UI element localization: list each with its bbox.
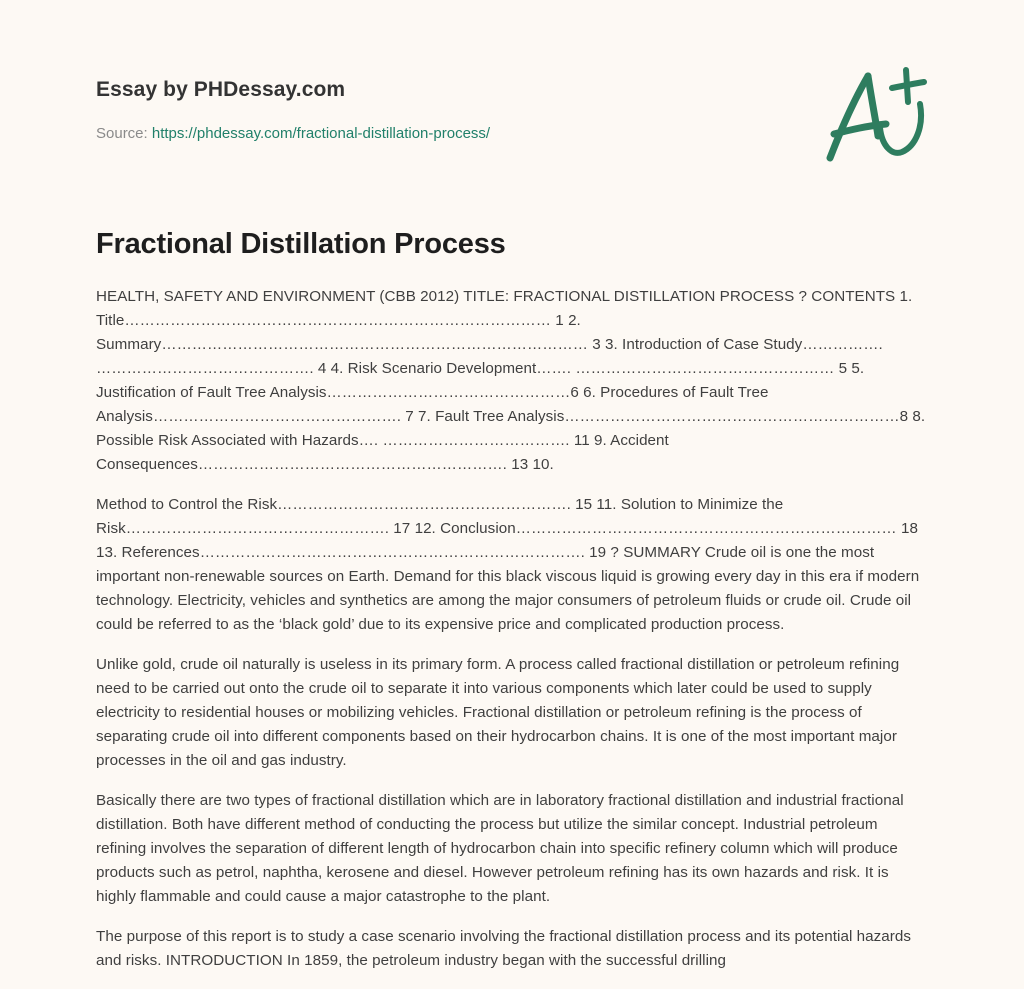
paragraph-refining: Unlike gold, crude oil naturally is useless in its primary form. A process called fractional distillation or petroleum refining need to be carried out onto the crude oil to separate it into various components which later could be used to supply electricity to residential houses or mobilizing vehicles. Fractional distillation or petroleum refining is the process of separating crude oil into different components based on their hydrocarbon chains. It is one of the most important major processes in the oil and gas industry. <box>96 656 900 769</box>
paragraph-types: Basically there are two types of fractional distillation which are in laboratory fractional distillation and industrial fractional distillation. Both have different method of conducting the process but utilize the similar concept. Industrial petroleum refining involves the separation of different length of hydrocarbon chain into specific refinery column which will produce products such as petrol, naphtha, kerosene and diesel. However petroleum refining has its own hazards and risk. It is highly flammable and could cause a major catastrophe to the plant. <box>96 792 904 905</box>
paragraph-contents: HEALTH, SAFETY AND ENVIRONMENT (CBB 2012) TITLE: FRACTIONAL DISTILLATION PROCESS ? CONTENTS 1. Title………………………………………………………………………… 1 2. Summary………………………………………………………………………… 3 3. Introduction of Case Study……………. ……………………………………. 4 4. Risk Scenario Development……. …………………………………………… 5 5. Justification of Fault Tree Analysis…………………………………………6 6. Procedures of Fault Tree Analysis…………………………………………. 7 7. Fault Tree Analysis…………………………………………………………8 8. Possible Risk Associated with Hazards…. ………………………………. 11 9. Accident Consequences……………………………………………………. 13 10. <box>96 288 926 473</box>
source-label: Source: <box>96 125 152 142</box>
a-plus-grade-icon <box>820 62 932 166</box>
essay-body <box>96 285 928 989</box>
site-brand: Essay by PHDessay.com <box>96 78 346 101</box>
source-line <box>96 124 796 144</box>
document-title: Fractional Distillation Process <box>96 228 506 260</box>
essay-header <box>96 76 796 144</box>
source-link[interactable]: https://phdessay.com/fractional-distillation-process/ <box>151 125 491 142</box>
paragraph-summary: Method to Control the Risk…………………………………………………. 15 11. Solution to Minimize the Risk……………………………………………. 17 12. Conclusion………………………………………………………………… 18 13. References…………………………………………………………………. 19 ? SUMMARY Crude oil is one the most important non-renewable sources on Earth. Demand for this black viscous liquid is growing every day in this era if modern technology. Electricity, vehicles and synthetics are among the major consumers of petroleum fluids or crude oil. Crude oil could be referred to as the ‘black gold’ due to its expensive price and complicated production process. <box>96 496 920 633</box>
paragraph-purpose: The purpose of this report is to study a case scenario involving the fractional distillation process and its potential hazards and risks. INTRODUCTION In 1859, the petroleum industry began with the successful drilling <box>96 928 912 969</box>
